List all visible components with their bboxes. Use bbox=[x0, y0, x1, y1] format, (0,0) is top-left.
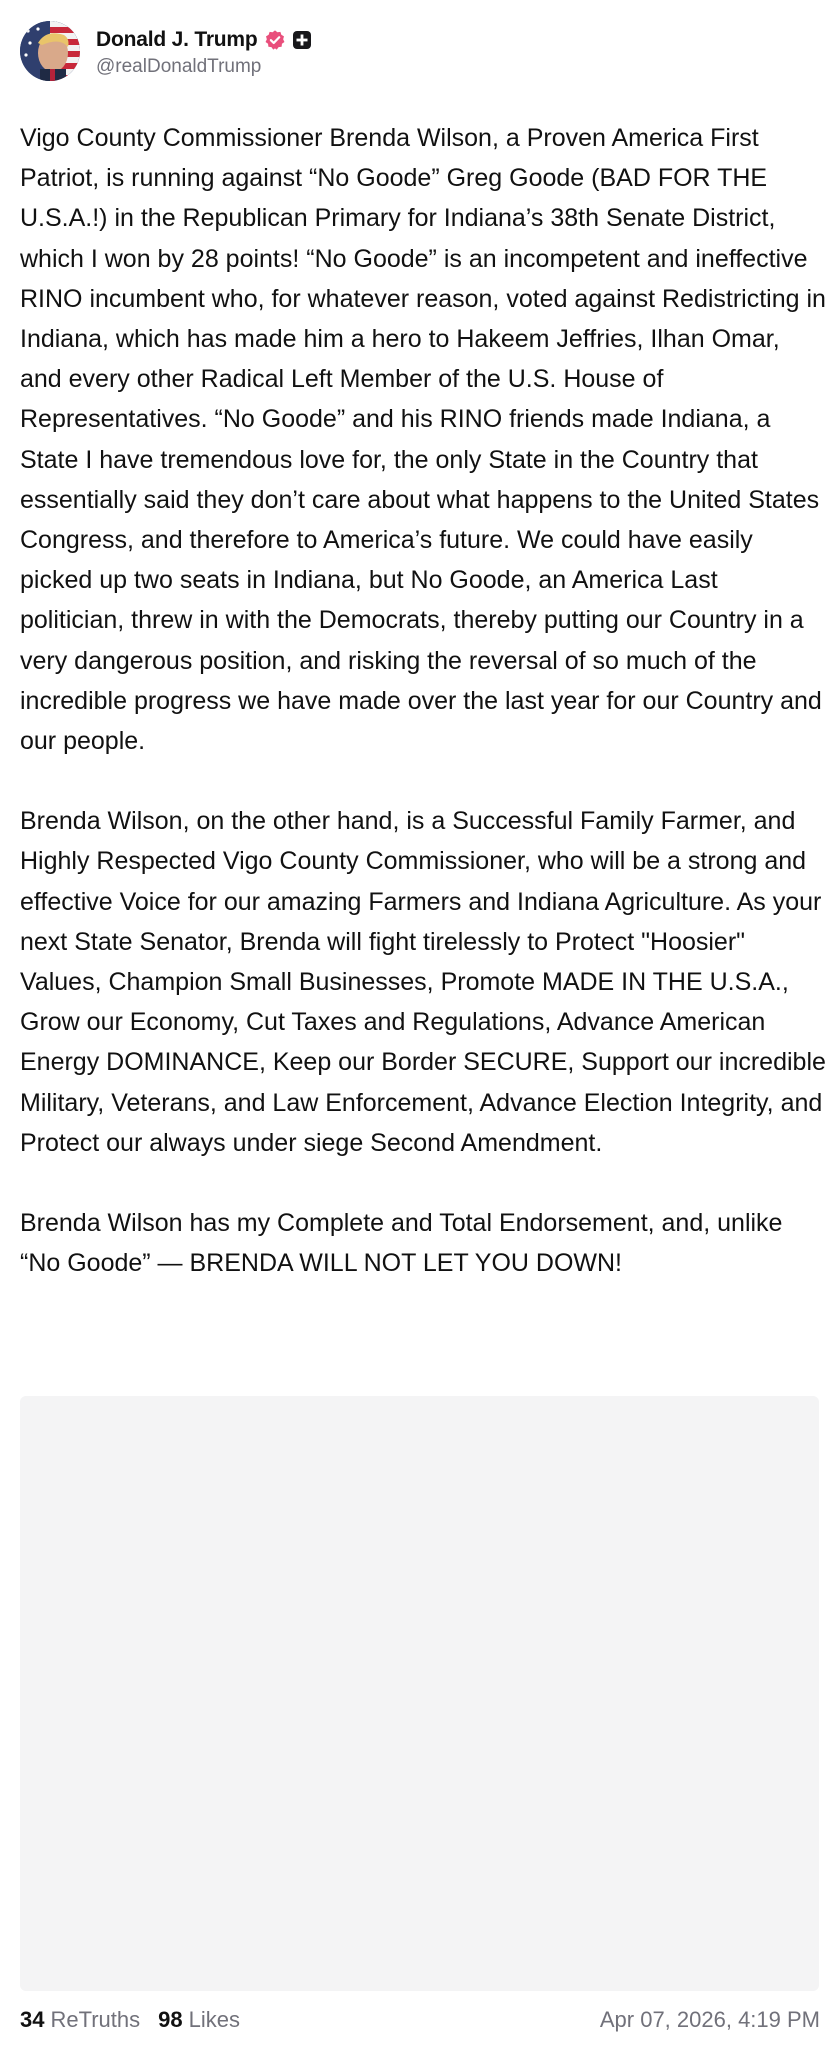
likes-count: 98 bbox=[158, 2007, 183, 2032]
post-timestamp[interactable]: Apr 07, 2026, 4:19 PM bbox=[599, 2007, 820, 2032]
likes-stat[interactable] bbox=[158, 2007, 240, 2033]
plus-square-icon bbox=[292, 30, 312, 50]
author-handle[interactable]: @realDonaldTrump bbox=[96, 55, 262, 77]
post-paragraph: Vigo County Commissioner Brenda Wilson, a Proven America First Patriot, is running against “No Goode” Greg Goode (BAD FOR THE U.S.A.!) in the Republican Primary for Indiana’s 38th Senate District, which I won by 28 points! “No Goode” is an incompetent and ineffective RINO incumbent who, for whatever reason, voted against Redistricting in Indiana, which has made him a hero to Hakeem Jeffries, Ilhan Omar, and every other Radical Left Member of the U.S. House of Representatives. “No Goode” and his RINO friends made Indiana, a State I have tremendous love for, the only State in the Country that essentially said they don’t care about what happens to the United States Congress, and therefore to America’s future. We could have easily picked up two seats in Indiana, but No Goode, an America Last politician, threw in with the Democrats, thereby putting our Country in a very dangerous position, and risking the reversal of so much of the incredible progress we have made over the last year for our Country and our people. bbox=[20, 124, 826, 756]
retruths-label: ReTruths bbox=[50, 2007, 141, 2032]
verified-check-icon bbox=[264, 29, 286, 51]
name-row bbox=[96, 25, 312, 55]
retruths-stat[interactable] bbox=[20, 2007, 140, 2033]
post-stats bbox=[20, 2007, 240, 2033]
retruths-count: 34 bbox=[20, 2007, 45, 2032]
likes-label: Likes bbox=[188, 2007, 240, 2032]
post-paragraph: Brenda Wilson, on the other hand, is a Successful Family Farmer, and Highly Respected Vigo County Commissioner, who will be a strong and effective Voice for our amazing Farmers and Indiana Agriculture. As your next State Senator, Brenda will fight tirelessly to Protect "Hoosier" Values, Champion Small Businesses, Promote MADE IN THE U.S.A., Grow our Economy, Cut Taxes and Regulations, Advance American Energy DOMINANCE, Keep our Border SECURE, Support our incredible Military, Veterans, and Law Enforcement, Advance Election Integrity, and Protect our always under siege Second Amendment. bbox=[20, 807, 826, 1157]
avatar[interactable] bbox=[20, 21, 80, 81]
avatar-image bbox=[20, 21, 80, 81]
post-footer bbox=[20, 2003, 820, 2037]
post-header bbox=[20, 20, 312, 82]
media-placeholder[interactable] bbox=[20, 1396, 819, 1991]
post-paragraph: Brenda Wilson has my Complete and Total Endorsement, and, unlike “No Goode” — BRENDA WILL NOT LET YOU DOWN! bbox=[20, 1209, 783, 1278]
display-name[interactable]: Donald J. Trump bbox=[96, 27, 258, 51]
post-body bbox=[20, 118, 828, 1283]
author-identity bbox=[96, 25, 312, 78]
